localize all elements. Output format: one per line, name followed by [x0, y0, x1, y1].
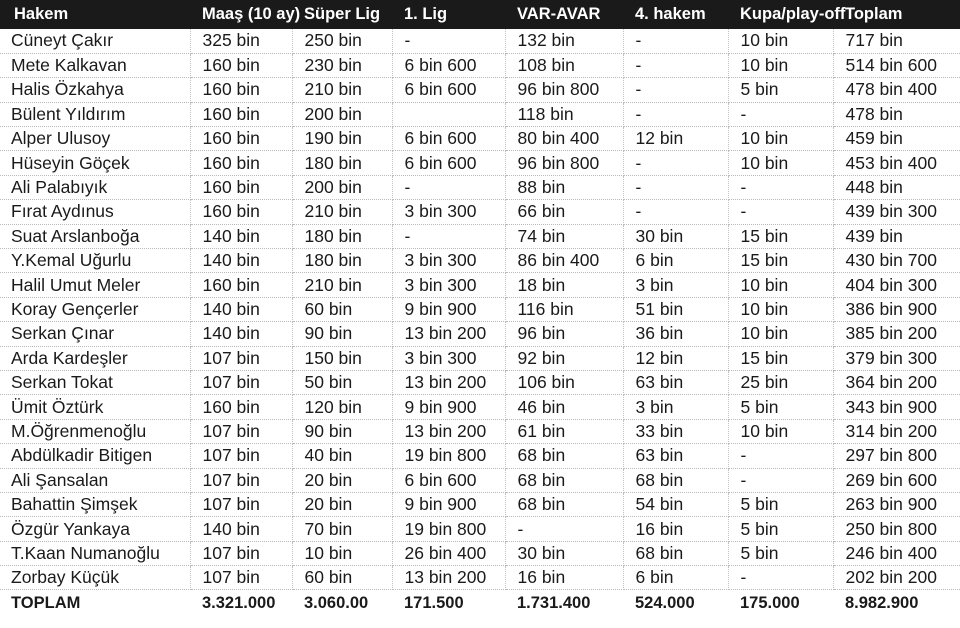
cell-fourth-referee: 63 bin — [623, 444, 728, 468]
cell-salary: 325 bin — [190, 29, 292, 53]
cell-referee-name: Bülent Yıldırım — [0, 102, 190, 126]
cell-fourth-referee: 33 bin — [623, 419, 728, 443]
cell-super-lig: 190 bin — [292, 127, 392, 151]
cell-super-lig: 60 bin — [292, 297, 392, 321]
cell-salary: 107 bin — [190, 370, 292, 394]
column-header-salary: Maaş (10 ay) — [202, 5, 301, 23]
cell-first-lig: 6 bin 600 — [392, 151, 505, 175]
cell-var-avar: 96 bin 800 — [505, 78, 623, 102]
table-row — [0, 566, 960, 590]
cell-first-lig: 19 bin 800 — [392, 517, 505, 541]
cell-super-lig: 210 bin — [292, 78, 392, 102]
cell-salary: 160 bin — [190, 127, 292, 151]
cell-salary: 107 bin — [190, 468, 292, 492]
cell-first-lig: 6 bin 600 — [392, 468, 505, 492]
cell-first-lig: 26 bin 400 — [392, 541, 505, 565]
column-header-var-avar: VAR-AVAR — [517, 5, 601, 23]
cell-first-lig: 3 bin 300 — [392, 346, 505, 370]
table-footer — [0, 590, 960, 616]
cell-total: 439 bin 300 — [833, 200, 960, 224]
cell-total: 448 bin — [833, 175, 960, 199]
cell-super-lig: 230 bin — [292, 53, 392, 77]
cell-referee-name: Bahattin Şimşek — [0, 492, 190, 516]
cell-var-avar: 61 bin — [505, 419, 623, 443]
total-cup-playoff: 175.000 — [740, 593, 800, 612]
cell-salary: 107 bin — [190, 566, 292, 590]
cell-first-lig: - — [392, 29, 505, 53]
column-header-fourth-referee: 4. hakem — [635, 5, 706, 23]
total-var-avar: 1.731.400 — [517, 593, 591, 612]
table-row — [0, 175, 960, 199]
cell-first-lig: 13 bin 200 — [392, 370, 505, 394]
cell-cup-playoff: 5 bin — [728, 78, 833, 102]
totals-row — [0, 590, 960, 616]
cell-total: 385 bin 200 — [833, 322, 960, 346]
cell-total: 404 bin 300 — [833, 273, 960, 297]
cell-super-lig: 90 bin — [292, 419, 392, 443]
cell-first-lig: - — [392, 175, 505, 199]
cell-super-lig: 10 bin — [292, 541, 392, 565]
cell-var-avar: 80 bin 400 — [505, 127, 623, 151]
cell-cup-playoff: 5 bin — [728, 395, 833, 419]
cell-var-avar: - — [505, 517, 623, 541]
cell-super-lig: 60 bin — [292, 566, 392, 590]
total-total: 8.982.900 — [845, 593, 919, 612]
cell-var-avar: 86 bin 400 — [505, 249, 623, 273]
cell-fourth-referee: 6 bin — [623, 566, 728, 590]
cell-cup-playoff: - — [728, 200, 833, 224]
column-header-super-lig: Süper Lig — [304, 5, 381, 23]
cell-cup-playoff: - — [728, 444, 833, 468]
cell-fourth-referee: 12 bin — [623, 346, 728, 370]
table-row — [0, 468, 960, 492]
cell-var-avar: 106 bin — [505, 370, 623, 394]
cell-cup-playoff: 15 bin — [728, 249, 833, 273]
cell-total: 717 bin — [833, 29, 960, 53]
cell-cup-playoff: 5 bin — [728, 541, 833, 565]
cell-fourth-referee: 68 bin — [623, 541, 728, 565]
cell-fourth-referee: 16 bin — [623, 517, 728, 541]
cell-referee-name: Halis Özkahya — [0, 78, 190, 102]
cell-referee-name: Y.Kemal Uğurlu — [0, 249, 190, 273]
cell-first-lig: 13 bin 200 — [392, 566, 505, 590]
cell-cup-playoff: 10 bin — [728, 322, 833, 346]
table-row — [0, 322, 960, 346]
table-row — [0, 395, 960, 419]
cell-super-lig: 180 bin — [292, 249, 392, 273]
cell-salary: 160 bin — [190, 102, 292, 126]
cell-var-avar: 74 bin — [505, 224, 623, 248]
cell-referee-name: Cüneyt Çakır — [0, 29, 190, 53]
column-header-referee-name: Hakem — [14, 5, 69, 23]
cell-super-lig: 210 bin — [292, 200, 392, 224]
cell-fourth-referee: - — [623, 102, 728, 126]
table-body — [0, 29, 960, 590]
total-fourth-referee: 524.000 — [635, 593, 695, 612]
cell-salary: 107 bin — [190, 492, 292, 516]
cell-total: 478 bin 400 — [833, 78, 960, 102]
cell-referee-name: Alper Ulusoy — [0, 127, 190, 151]
table-row — [0, 78, 960, 102]
column-header-cup-playoff: Kupa/play-off — [740, 5, 846, 23]
cell-fourth-referee: 6 bin — [623, 249, 728, 273]
cell-super-lig: 200 bin — [292, 102, 392, 126]
cell-first-lig: 9 bin 900 — [392, 492, 505, 516]
cell-cup-playoff: 10 bin — [728, 419, 833, 443]
table-row — [0, 249, 960, 273]
cell-total: 263 bin 900 — [833, 492, 960, 516]
cell-var-avar: 18 bin — [505, 273, 623, 297]
cell-salary: 140 bin — [190, 297, 292, 321]
table-row — [0, 297, 960, 321]
cell-var-avar: 68 bin — [505, 492, 623, 516]
table-row — [0, 273, 960, 297]
table-row — [0, 151, 960, 175]
table-header — [0, 0, 960, 29]
cell-super-lig: 120 bin — [292, 395, 392, 419]
cell-cup-playoff: 10 bin — [728, 127, 833, 151]
cell-fourth-referee: 68 bin — [623, 468, 728, 492]
cell-first-lig: 6 bin 600 — [392, 127, 505, 151]
cell-referee-name: Abdülkadir Bitigen — [0, 444, 190, 468]
cell-fourth-referee: 36 bin — [623, 322, 728, 346]
cell-var-avar: 66 bin — [505, 200, 623, 224]
cell-first-lig: 3 bin 300 — [392, 249, 505, 273]
cell-total: 514 bin 600 — [833, 53, 960, 77]
header-row — [0, 0, 960, 29]
cell-first-lig: 13 bin 200 — [392, 322, 505, 346]
cell-total: 386 bin 900 — [833, 297, 960, 321]
cell-referee-name: Mete Kalkavan — [0, 53, 190, 77]
cell-first-lig: 9 bin 900 — [392, 395, 505, 419]
cell-salary: 107 bin — [190, 419, 292, 443]
cell-referee-name: Ümit Öztürk — [0, 395, 190, 419]
cell-salary: 107 bin — [190, 346, 292, 370]
cell-salary: 160 bin — [190, 273, 292, 297]
table-row — [0, 29, 960, 53]
table-row — [0, 224, 960, 248]
cell-salary: 140 bin — [190, 224, 292, 248]
cell-fourth-referee: - — [623, 78, 728, 102]
cell-fourth-referee: - — [623, 175, 728, 199]
cell-super-lig: 20 bin — [292, 468, 392, 492]
cell-fourth-referee: 30 bin — [623, 224, 728, 248]
cell-salary: 107 bin — [190, 541, 292, 565]
cell-referee-name: Koray Gençerler — [0, 297, 190, 321]
cell-super-lig: 90 bin — [292, 322, 392, 346]
cell-total: 250 bin 800 — [833, 517, 960, 541]
cell-fourth-referee: 63 bin — [623, 370, 728, 394]
cell-first-lig — [392, 102, 505, 126]
cell-cup-playoff: - — [728, 468, 833, 492]
cell-total: 343 bin 900 — [833, 395, 960, 419]
table-row — [0, 492, 960, 516]
table-row — [0, 53, 960, 77]
cell-referee-name: T.Kaan Numanoğlu — [0, 541, 190, 565]
cell-var-avar: 118 bin — [505, 102, 623, 126]
total-super-lig: 3.060.00 — [304, 593, 369, 612]
cell-salary: 160 bin — [190, 200, 292, 224]
cell-cup-playoff: 25 bin — [728, 370, 833, 394]
cell-super-lig: 150 bin — [292, 346, 392, 370]
total-salary: 3.321.000 — [202, 593, 276, 612]
cell-cup-playoff: - — [728, 175, 833, 199]
table-row — [0, 370, 960, 394]
cell-first-lig: 3 bin 300 — [392, 273, 505, 297]
cell-total: 459 bin — [833, 127, 960, 151]
cell-var-avar: 68 bin — [505, 468, 623, 492]
cell-total: 314 bin 200 — [833, 419, 960, 443]
cell-total: 379 bin 300 — [833, 346, 960, 370]
cell-fourth-referee: - — [623, 151, 728, 175]
cell-total: 430 bin 700 — [833, 249, 960, 273]
cell-var-avar: 108 bin — [505, 53, 623, 77]
cell-fourth-referee: - — [623, 200, 728, 224]
cell-super-lig: 200 bin — [292, 175, 392, 199]
table-row — [0, 444, 960, 468]
cell-first-lig: 9 bin 900 — [392, 297, 505, 321]
cell-super-lig: 180 bin — [292, 151, 392, 175]
table-row — [0, 200, 960, 224]
cell-var-avar: 132 bin — [505, 29, 623, 53]
cell-salary: 160 bin — [190, 53, 292, 77]
cell-salary: 140 bin — [190, 322, 292, 346]
cell-total: 297 bin 800 — [833, 444, 960, 468]
cell-referee-name: Arda Kardeşler — [0, 346, 190, 370]
cell-referee-name: Hüseyin Göçek — [0, 151, 190, 175]
cell-cup-playoff: 5 bin — [728, 517, 833, 541]
cell-cup-playoff: 15 bin — [728, 346, 833, 370]
cell-fourth-referee: 51 bin — [623, 297, 728, 321]
cell-first-lig: 19 bin 800 — [392, 444, 505, 468]
cell-var-avar: 96 bin 800 — [505, 151, 623, 175]
table-row — [0, 419, 960, 443]
cell-fourth-referee: 54 bin — [623, 492, 728, 516]
cell-super-lig: 210 bin — [292, 273, 392, 297]
cell-salary: 107 bin — [190, 444, 292, 468]
cell-salary: 160 bin — [190, 78, 292, 102]
cell-salary: 160 bin — [190, 175, 292, 199]
cell-fourth-referee: 12 bin — [623, 127, 728, 151]
cell-var-avar: 96 bin — [505, 322, 623, 346]
cell-cup-playoff: - — [728, 566, 833, 590]
cell-var-avar: 16 bin — [505, 566, 623, 590]
cell-referee-name: Ali Şansalan — [0, 468, 190, 492]
cell-referee-name: Halil Umut Meler — [0, 273, 190, 297]
cell-first-lig: - — [392, 224, 505, 248]
cell-cup-playoff: 10 bin — [728, 297, 833, 321]
cell-cup-playoff: 10 bin — [728, 151, 833, 175]
cell-referee-name: Serkan Tokat — [0, 370, 190, 394]
cell-total: 246 bin 400 — [833, 541, 960, 565]
cell-super-lig: 180 bin — [292, 224, 392, 248]
cell-fourth-referee: 3 bin — [623, 395, 728, 419]
column-header-first-lig: 1. Lig — [404, 5, 448, 23]
cell-salary: 160 bin — [190, 151, 292, 175]
cell-referee-name: Fırat Aydınus — [0, 200, 190, 224]
cell-cup-playoff: 5 bin — [728, 492, 833, 516]
cell-referee-name: Suat Arslanboğa — [0, 224, 190, 248]
cell-first-lig: 3 bin 300 — [392, 200, 505, 224]
total-first-lig: 171.500 — [404, 593, 464, 612]
cell-total: 364 bin 200 — [833, 370, 960, 394]
cell-var-avar: 116 bin — [505, 297, 623, 321]
cell-first-lig: 6 bin 600 — [392, 53, 505, 77]
cell-salary: 140 bin — [190, 517, 292, 541]
cell-super-lig: 70 bin — [292, 517, 392, 541]
table-row — [0, 541, 960, 565]
total-referee-name: TOPLAM — [11, 593, 81, 612]
cell-cup-playoff: - — [728, 102, 833, 126]
table-row — [0, 102, 960, 126]
table-row — [0, 127, 960, 151]
cell-total: 269 bin 600 — [833, 468, 960, 492]
cell-var-avar: 30 bin — [505, 541, 623, 565]
cell-var-avar: 88 bin — [505, 175, 623, 199]
cell-total: 202 bin 200 — [833, 566, 960, 590]
cell-referee-name: M.Öğrenmenoğlu — [0, 419, 190, 443]
cell-salary: 140 bin — [190, 249, 292, 273]
cell-first-lig: 6 bin 600 — [392, 78, 505, 102]
cell-super-lig: 50 bin — [292, 370, 392, 394]
cell-var-avar: 92 bin — [505, 346, 623, 370]
cell-referee-name: Zorbay Küçük — [0, 566, 190, 590]
cell-cup-playoff: 10 bin — [728, 29, 833, 53]
cell-super-lig: 40 bin — [292, 444, 392, 468]
cell-referee-name: Ali Palabıyık — [0, 175, 190, 199]
cell-fourth-referee: - — [623, 53, 728, 77]
cell-var-avar: 68 bin — [505, 444, 623, 468]
cell-cup-playoff: 10 bin — [728, 53, 833, 77]
cell-total: 453 bin 400 — [833, 151, 960, 175]
cell-referee-name: Özgür Yankaya — [0, 517, 190, 541]
cell-referee-name: Serkan Çınar — [0, 322, 190, 346]
cell-super-lig: 20 bin — [292, 492, 392, 516]
cell-first-lig: 13 bin 200 — [392, 419, 505, 443]
cell-salary: 160 bin — [190, 395, 292, 419]
cell-total: 478 bin — [833, 102, 960, 126]
cell-super-lig: 250 bin — [292, 29, 392, 53]
cell-var-avar: 46 bin — [505, 395, 623, 419]
cell-total: 439 bin — [833, 224, 960, 248]
cell-fourth-referee: - — [623, 29, 728, 53]
table-row — [0, 346, 960, 370]
column-header-total: Toplam — [845, 5, 903, 23]
cell-cup-playoff: 10 bin — [728, 273, 833, 297]
cell-fourth-referee: 3 bin — [623, 273, 728, 297]
cell-cup-playoff: 15 bin — [728, 224, 833, 248]
table-row — [0, 517, 960, 541]
